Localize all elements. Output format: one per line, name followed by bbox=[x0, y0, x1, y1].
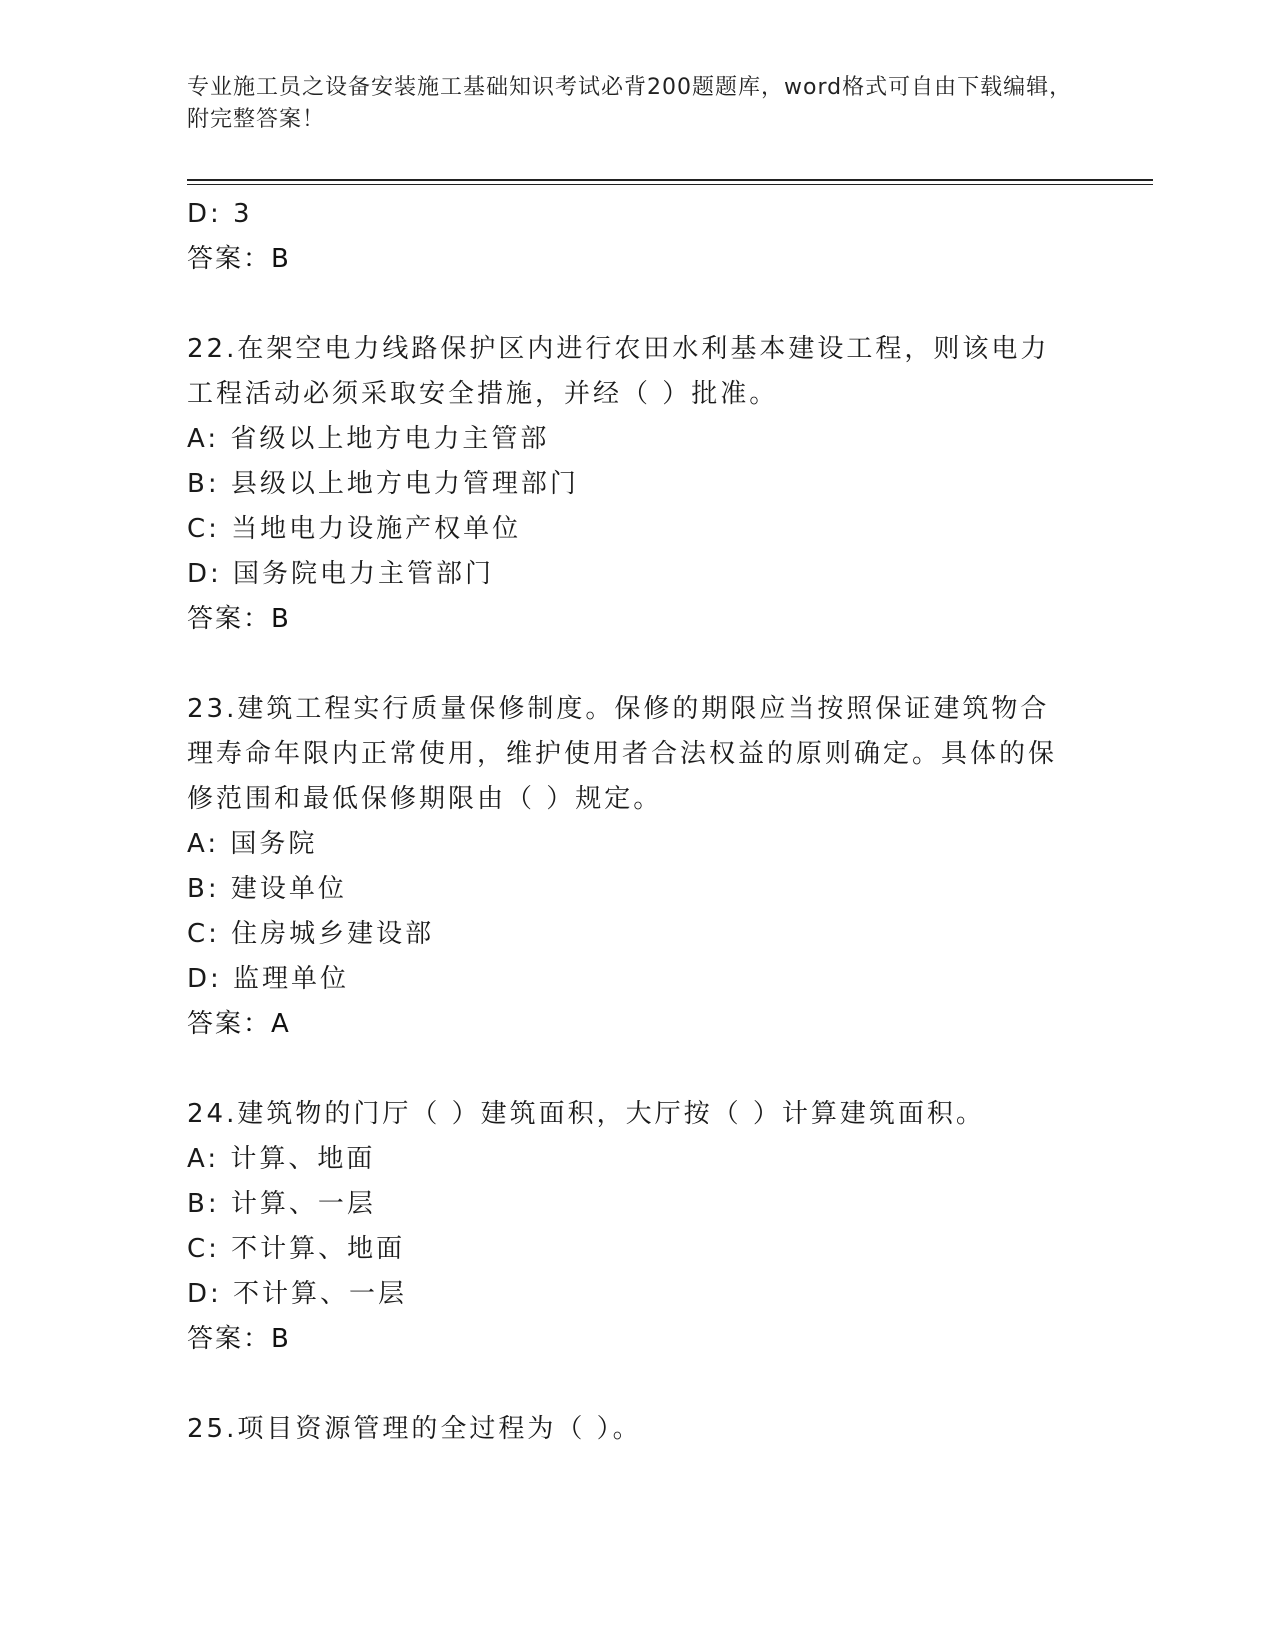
document-header: 专业施工员之设备安装施工基础知识考试必背200题题库，word格式可自由下载编辑，附完整答案！ bbox=[187, 75, 1073, 132]
question-23 bbox=[187, 687, 1087, 1047]
answer: 答案：A bbox=[187, 1009, 291, 1039]
option-c: C: 住房城乡建设部 bbox=[187, 919, 435, 949]
question-22 bbox=[187, 327, 1087, 642]
option-d: D: 国务院电力主管部门 bbox=[187, 559, 495, 589]
prev-option-d: D: 3 bbox=[187, 199, 253, 229]
option-b: B: 建设单位 bbox=[187, 874, 347, 904]
question-text: 24.建筑物的门厅（ ）建筑面积，大厅按（ ）计算建筑面积。 bbox=[187, 1099, 985, 1129]
option-d: D: 不计算、一层 bbox=[187, 1279, 408, 1309]
header-rule-thick bbox=[187, 179, 1153, 181]
question-25 bbox=[187, 1407, 1087, 1452]
option-b: B: 计算、一层 bbox=[187, 1189, 376, 1219]
option-a: A: 国务院 bbox=[187, 829, 318, 859]
document-body bbox=[187, 192, 1087, 1452]
option-c: C: 当地电力设施产权单位 bbox=[187, 514, 522, 544]
question-24 bbox=[187, 1092, 1087, 1362]
option-c: C: 不计算、地面 bbox=[187, 1234, 406, 1264]
question-text: 25.项目资源管理的全过程为（ ）。 bbox=[187, 1414, 642, 1444]
option-a: A: 省级以上地方电力主管部 bbox=[187, 424, 550, 454]
answer: 答案：B bbox=[187, 1324, 291, 1354]
question-text: 22.在架空电力线路保护区内进行农田水利基本建设工程，则该电力工程活动必须采取安全措施，并经（ ）批准。 bbox=[187, 334, 1050, 409]
option-d: D: 监理单位 bbox=[187, 964, 350, 994]
header-rule-thin bbox=[187, 184, 1153, 185]
prev-answer: 答案：B bbox=[187, 244, 291, 274]
question-text: 23.建筑工程实行质量保修制度。保修的期限应当按照保证建筑物合理寿命年限内正常使用，维护使用者合法权益的原则确定。具体的保修范围和最低保修期限由（ ）规定。 bbox=[187, 694, 1058, 814]
answer: 答案：B bbox=[187, 604, 291, 634]
option-a: A: 计算、地面 bbox=[187, 1144, 376, 1174]
option-b: B: 县级以上地方电力管理部门 bbox=[187, 469, 579, 499]
